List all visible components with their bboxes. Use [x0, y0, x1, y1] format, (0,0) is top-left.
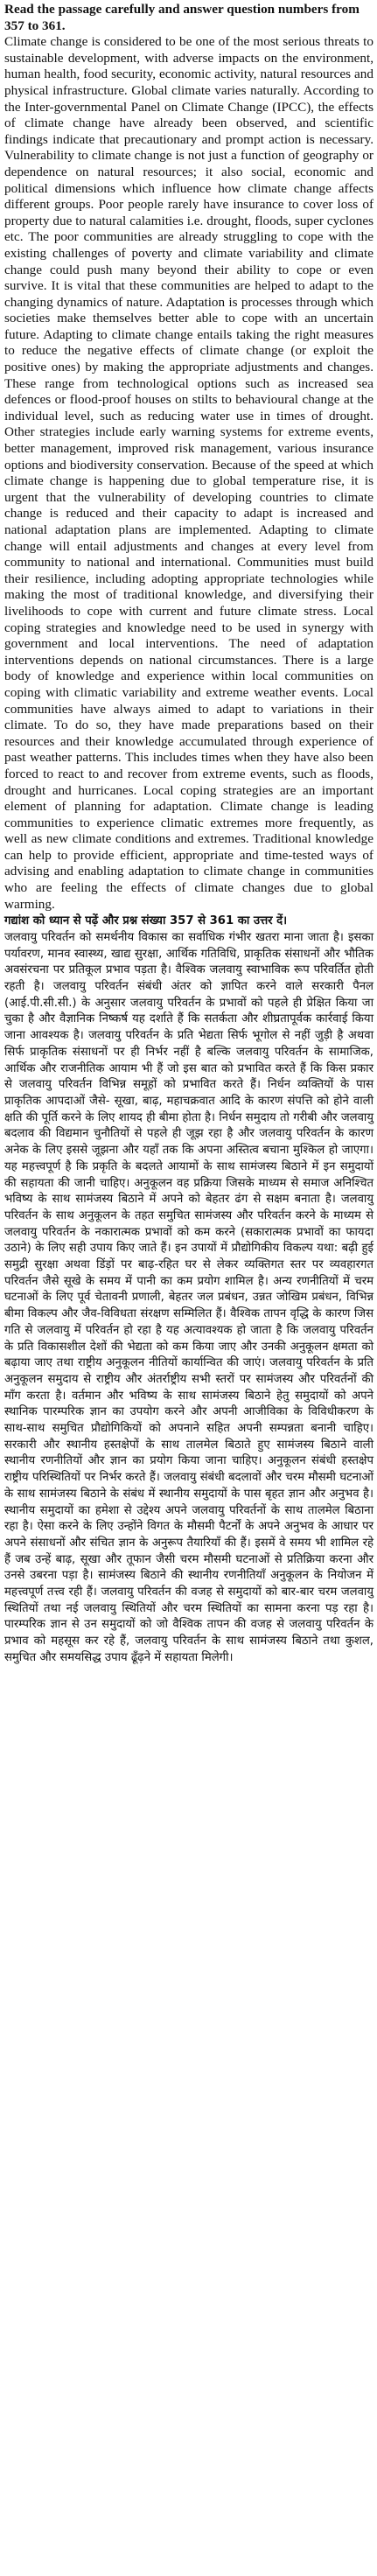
english-heading: Read the passage carefully and answer question numbers from 357 to 361.	[4, 2, 360, 33]
hindi-heading: गद्यांश को ध्यान से पढ़ें और प्रश्न संख्या 357 से 361 का उत्तर दें।	[4, 914, 288, 928]
hindi-passage: जलवायु परिवर्तन को समर्थनीय विकास का सर्वाधिक गंभीर खतरा माना जाता है। इसका पर्यावरण, मानव स्वास्थ्य, खाद्य सुरक्षा, आर्थिक गतिविधि, प्राकृतिक संसाधनों और भौतिक अवसंरचना पर प्रतिकूल प्रभाव पड़ता है। वैश्विक जलवायु स्वाभाविक रूप परिवर्तित होती रहती है। जलवायु परिवर्तन संबंधी अंतर को ज्ञापित करने वाले सरकारी पैनल (आई.पी.सी.सी.) के अनुसार जलवायु परिवर्तन के प्रभावों को पहले ही प्रेक्षित किया जा चुका है और वैज्ञानिक निष्कर्ष यह दर्शाते हैं कि सतर्कता और शीघ्रतापूर्वक कार्रवाई किया जाना आवश्यक है। जलवायु परिवर्तन के प्रति भेद्यता सिर्फ भूगोल से नहीं जुड़ी है अथवा सिर्फ प्राकृतिक संसाधनों पर ही निर्भर नहीं है बल्कि जलवायु परिवर्तन के सामाजिक, आर्थिक और राजनीतिक आयाम भी हैं जो इस बात को प्रभावित करते हैं कि किस प्रकार से जलवायु परिवर्तन विभिन्न समूहों को प्रभावित करते हैं। निर्धन व्यक्तियों के पास प्राकृतिक आपदाओं जैसे- सूखा, बाढ़, महाचक्रवात आदि के कारण संपत्ति को होने वाली क्षति की पूर्ति करने के लिए शायद ही बीमा होता है। निर्धन समुदाय तो गरीबी और जलवायु बदलाव की विद्यमान चुनौतियों से पहले ही जूझ रहा है और जलवायु परिवर्तन के कारण अनेक के लिए इससे जूझना और यहाँ तक कि अपना अस्तित्व बचाना मुश्किल हो जाएगा। यह महत्त्वपूर्ण है कि प्रकृति के बदलते आयामों के साथ सामंजस्य बिठाने में इन समुदायों की सहायता की जानी चाहिए। अनुकूलन वह प्रक्रिया जिसके माध्यम से समाज अनिश्चित भविष्य के साथ सामंजस्य बिठाने में अपने को बेहतर ढंग से सक्षम बनाता है। जलवायु परिवर्तन के साथ अनुकूलन के तहत समुचित सामंजस्य और परिवर्तन करने के माध्यम से जलवायु परिवर्तन के नकारात्मक प्रभावों को कम करने (सकारात्मक प्रभावों का फायदा उठाने) के लिए सही उपाय किए जाते हैं। इन उपायों में प्रौद्योगिकीय विकल्प यथा: बढ़ी हुई समुद्री सुरक्षा अथवा डिंड़ों पर बाढ़-रहित घर से लेकर व्यक्तिगत स्तर पर व्यवहारगत परिवर्तन जैसे सूखे के समय में पानी का कम प्रयोग शामिल है। अन्य रणनीतियों में चरम घटनाओं के लिए पूर्व चेतावनी प्रणाली, बेहतर जल प्रबंधन, उन्नत जोखिम प्रबंधन, विभिन्न बीमा विकल्प और जैव-विविधता संरक्षण सम्मिलित हैं। वैश्विक तापन वृद्धि के कारण जिस गति से जलवायु में परिवर्तन हो रहा है यह अत्यावश्यक हो जाता है कि जलवायु परिवर्तन के प्रति विकासशील देशों की भेद्यता को कम किया जाए और उनकी अनुकूलन क्षमता को बढ़ाया जाए तथा राष्ट्रीय अनुकूलन नीतियों कार्यान्वित की जाएं। जलवायु परिवर्तन के प्रति अनुकूलन समुदाय से राष्ट्रीय और अंतर्राष्ट्रीय सभी स्तरों पर सामंजस्य और परिवर्तनों की माँग करता है। वर्तमान और भविष्य के साथ सामंजस्य बिठाने हेतु समुदायों को अपने स्थानिक पारम्परिक ज्ञान का उपयोग करने और अपनी आजीविका के विविधीकरण के साथ-साथ समुचित प्रौद्योगिकियों को अपनाने सहित अपनी सम्पन्नता बनानी चाहिए। सरकारी और स्थानीय हस्तक्षेपों के साथ तालमेल बिठाते हुए सामंजस्य बिठाने वाली स्थानीय रणनीतियों और ज्ञान का प्रयोग किया जाना चाहिए। अनुकूलन संबंधी हस्तक्षेप राष्ट्रीय परिस्थितियों पर निर्भर करते हैं। जलवायु संबंधी बदलावों और चरम मौसमी घटनाओं के साथ सामंजस्य बिठाने के संबंध में स्थानीय समुदायों के पास बृहत ज्ञान और अनुभव है। स्थानीय समुदायों का हमेशा से उद्देश्य अपने जलवायु परिवर्तनों के साथ तालमेल बिठाना रहा है। ऐसा करने के लिए उन्होंने विगत के मौसमी पैटर्नों के अपने अनुभव के आधार पर अपने संसाधनों और संचित ज्ञान के अनुरूप तैयारियाँ की हैं। इसमें वे समय भी शामिल रहे हैं जब उन्हें बाढ़, सूखा और तूफान जैसी चरम मौसमी घटनाओं से प्रतिक्रिया करना और उनसे उबरना पड़ा है। सामंजस्य बिठाने की स्थानीय रणनीतियाँ अनुकूलन के नियोजन में महत्त्वपूर्ण तत्त्व रही हैं। जलवायु परिवर्तन की वजह से समुदायों को बार-बार चरम जलवायु स्थितियों तथा नई जलवायु स्थितियों और चरम स्थितियों का सामना करना पड़ रहा है। पारम्परिक ज्ञान से उन समुदायों को जो वैश्विक तापन की वजह से जलवायु परिवर्तन के प्रभाव को महसूस कर रहे हैं, जलवायु परिवर्तन के साथ सामंजस्य बिठाने तथा कुशल, समुचित और समयसिद्ध उपाय ढूँढ़ने में सहायता मिलेगी।	[4, 930, 374, 1664]
english-passage: Climate change is considered to be one of the most serious threats to sustainable development, with adverse impacts on the environment, human health, food security, economic activity, natural resources and physical infrastructure. Global climate varies naturally. According to the Inter-governmental Panel on Climate Change (IPCC), the effects of climate change have already been observed, and scientific findings indicate that precautionary and prompt action is necessary. Vulnerability to climate change is not just a function of geography or dependence on natural resources; it also social, economic and political dimensions which influence how climate change affects different groups. Poor people rarely have insurance to cover loss of property due to natural calamities i.e. drought, floods, super cyclones etc. The poor communities are already struggling to cope with the existing challenges of poverty and climate variability and climate change could push many beyond their ability to cope or even survive. It is vital that these communities are helped to adapt to the changing dynamics of nature. Adaptation is processes through which societies make themselves better able to cope with an uncertain future. Adapting to climate change entails taking the right measures to reduce the negative effects of climate change (or exploit the positive ones) by making the appropriate adjustments and changes. These range from technological options such as increased sea defences or flood-proof houses on stilts to behavioural change at the individual level, such as reducing water use in times of drought. Other strategies include early warning systems for extreme events, better management, improved risk management, various insurance options and biodiversity conservation. Because of the speed at which climate change is happening due to global temperature rise, it is urgent that the vulnerability of developing countries to climate change is reduced and their capacity to adapt is increased and national adaptation plans are implemented. Adapting to climate change will entail adjustments and changes at every level from community to national and international. Communities must build their resilience, including adopting appropriate technologies while making the most of traditional knowledge, and diversifying their livelihoods to cope with current and future climate stress. Local coping strategies and knowledge need to be used in synergy with government and local interventions. The need of adaptation interventions depends on national circumstances. There is a large body of knowledge and experience within local communities on coping with climatic variability and extreme weather events. Local communities have always aimed to adapt to variations in their climate. To do so, they have made preparations based on their resources and their knowledge accumulated through experience of past weather patterns. This includes times when they have also been forced to react to and recover from extreme events, such as floods, drought and hurricanes. Local coping strategies are an important element of planning for adaptation. Climate change is leading communities to experience climatic extremes more frequently, as well as new climate conditions and extremes. Traditional knowledge can help to provide efficient, appropriate and time-tested ways of advising and enabling adaptation to climate change in communities who are feeling the effects of climate changes due to global warming.	[4, 34, 374, 912]
hindi-section	[4, 914, 374, 1666]
english-section	[4, 2, 374, 913]
